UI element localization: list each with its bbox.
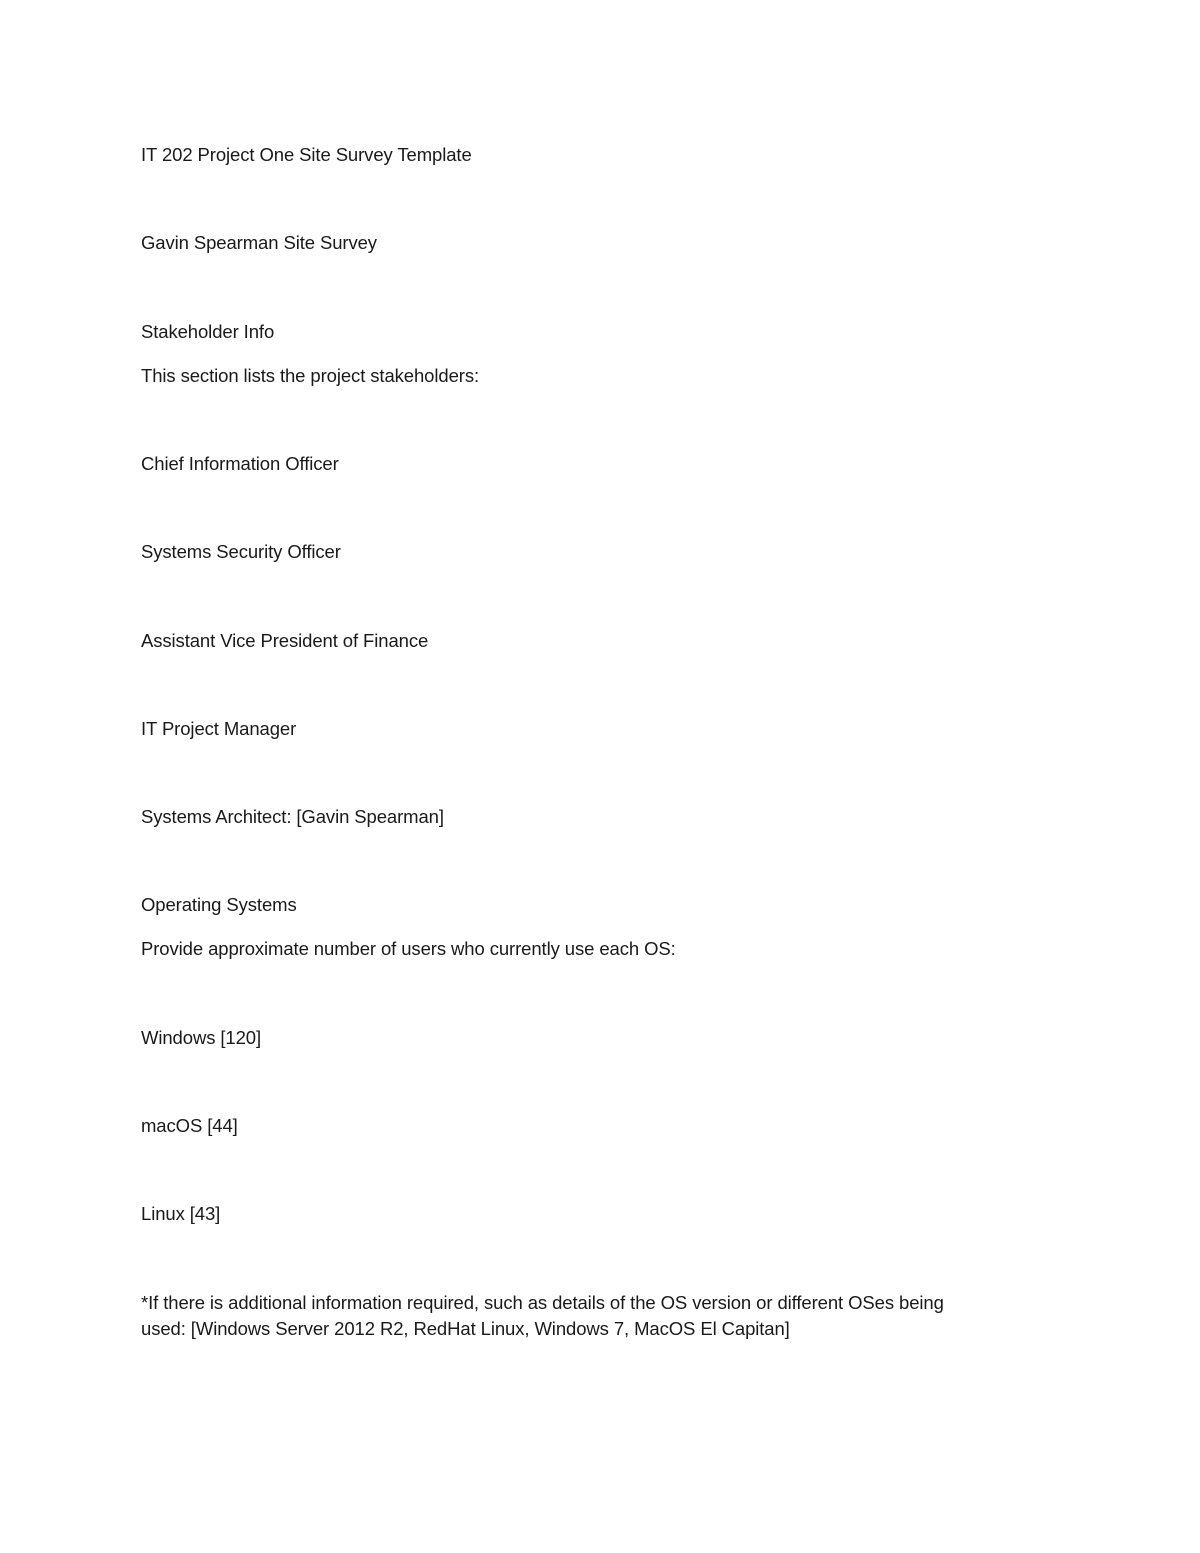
- stakeholder-item-it-pm: IT Project Manager: [141, 718, 297, 739]
- stakeholder-item-cio: Chief Information Officer: [141, 453, 339, 474]
- stakeholder-item-avp-finance: Assistant Vice President of Finance: [141, 630, 429, 651]
- stakeholder-item-security-officer: Systems Security Officer: [141, 541, 341, 562]
- stakeholders-heading: Stakeholder Info: [141, 321, 275, 342]
- os-item-windows: Windows [120]: [141, 1027, 262, 1048]
- document-title: IT 202 Project One Site Survey Template: [141, 144, 472, 165]
- os-note-line-2: used: [Windows Server 2012 R2, RedHat Linux, Windows 7, MacOS El Capitan]: [141, 1318, 790, 1339]
- stakeholder-item-systems-architect: Systems Architect: [Gavin Spearman]: [141, 806, 444, 827]
- os-heading: Operating Systems: [141, 894, 297, 915]
- os-item-linux: Linux [43]: [141, 1203, 221, 1224]
- stakeholders-intro: This section lists the project stakeholders:: [141, 365, 480, 386]
- os-additional-note: [141, 1290, 1041, 1342]
- os-note-line-1: *If there is additional information required, such as details of the OS version or different OSes being: [141, 1292, 944, 1313]
- os-intro: Provide approximate number of users who currently use each OS:: [141, 938, 676, 959]
- document-subtitle: Gavin Spearman Site Survey: [141, 232, 377, 253]
- os-item-macos: macOS [44]: [141, 1115, 238, 1136]
